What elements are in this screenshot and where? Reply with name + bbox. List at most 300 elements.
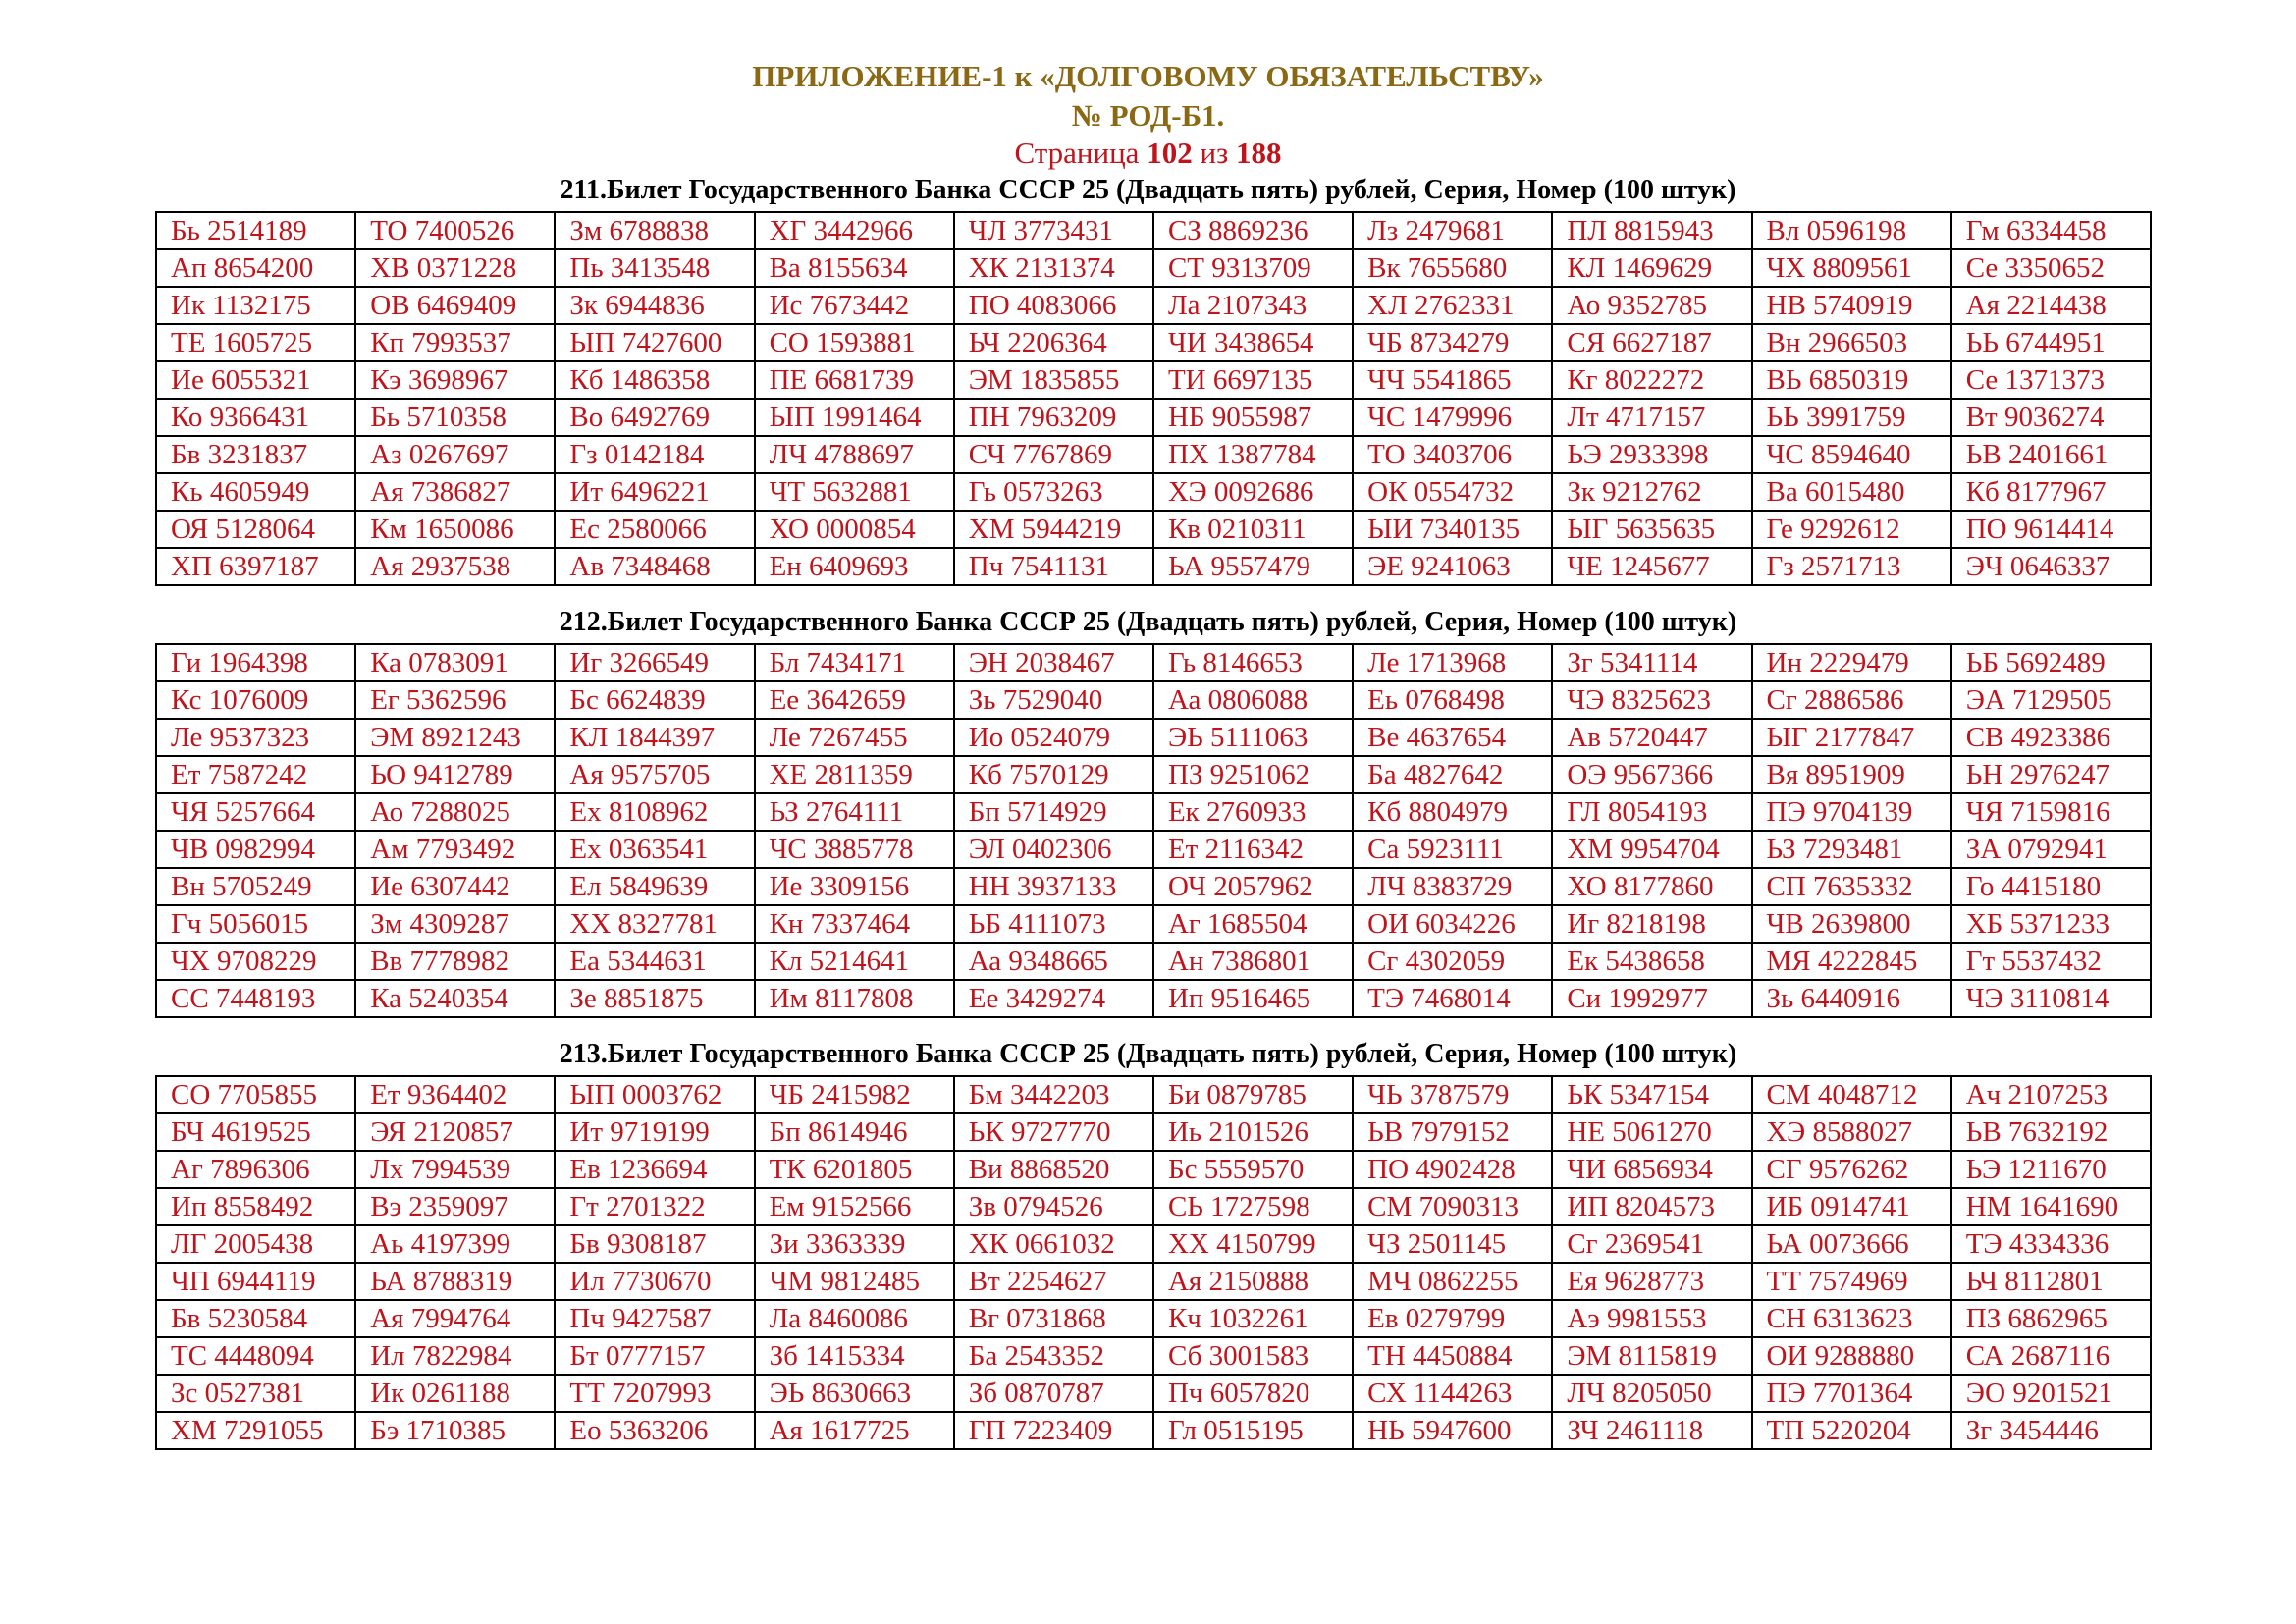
ticket-serial-cell: ЭМ 1835855 [954,361,1153,399]
ticket-serial-cell: ЬЗ 2764111 [755,793,954,831]
ticket-serial-cell: Ес 2580066 [555,511,754,548]
ticket-serial-cell: ТН 4450884 [1353,1337,1552,1375]
ticket-serial-cell: КЛ 1469629 [1552,249,1751,287]
page-word: Страница [1014,135,1140,170]
ticket-serial-cell: Гз 2571713 [1752,548,1951,585]
ticket-serial-cell: ЬК 9727770 [954,1113,1153,1151]
ticket-serial-cell: Ам 7793492 [355,831,555,868]
ticket-serial-cell: СМ 7090313 [1353,1188,1552,1225]
ticket-serial-cell: НЕ 5061270 [1552,1113,1751,1151]
ticket-serial-cell: СТ 9313709 [1153,249,1353,287]
ticket-serial-cell: ТО 7400526 [355,212,555,249]
ticket-serial-cell: ЧБ 2415982 [755,1076,954,1113]
ticket-serial-cell: Аг 7896306 [156,1151,355,1188]
ticket-serial-cell: СП 7635332 [1752,868,1951,905]
ticket-serial-cell: Се 3350652 [1951,249,2151,287]
table-row [156,1188,2151,1225]
ticket-serial-cell: Ев 1236694 [555,1151,754,1188]
ticket-serial-cell: Ве 4637654 [1353,719,1552,756]
ticket-serial-cell: Бь 2514189 [156,212,355,249]
ticket-serial-cell: Кл 5214641 [755,943,954,980]
page-total: 188 [1236,135,1282,170]
ticket-serial-cell: Ем 9152566 [755,1188,954,1225]
ticket-serial-cell: Аь 4197399 [355,1225,555,1263]
page-of: из [1200,135,1229,170]
ticket-serial-cell: ЧЯ 7159816 [1951,793,2151,831]
ticket-serial-cell: ЧЭ 3110814 [1951,980,2151,1017]
ticket-serial-cell: ОВ 6469409 [355,287,555,324]
ticket-serial-cell: Ие 6055321 [156,361,355,399]
ticket-serial-cell: Си 1992977 [1552,980,1751,1017]
ticket-serial-cell: Ва 8155634 [755,249,954,287]
table-row [156,212,2151,249]
ticket-serial-cell: Зм 4309287 [355,905,555,943]
ticket-serial-cell: Ит 6496221 [555,473,754,511]
ticket-serial-cell: МЯ 4222845 [1752,943,1951,980]
ticket-serial-cell: ХБ 5371233 [1951,905,2151,943]
ticket-serial-cell: СГ 9576262 [1752,1151,1951,1188]
ticket-serial-cell: ЭЛ 0402306 [954,831,1153,868]
table-row [156,644,2151,681]
ticket-serial-cell: Лт 4717157 [1552,399,1751,436]
ticket-serial-cell: Кб 7570129 [954,756,1153,793]
ticket-serial-cell: Ег 5362596 [355,681,555,719]
ticket-serial-cell: Бс 5559570 [1153,1151,1353,1188]
table-row [156,1225,2151,1263]
table-row [156,436,2151,473]
ticket-serial-cell: Вн 2966503 [1752,324,1951,361]
ticket-serial-cell: Ет 2116342 [1153,831,1353,868]
ticket-serial-cell: Пч 9427587 [555,1300,754,1337]
ticket-serial-cell: ЧБ 8734279 [1353,324,1552,361]
ticket-serial-cell: ПЭ 9704139 [1752,793,1951,831]
ticket-serial-cell: Гт 2701322 [555,1188,754,1225]
ticket-serial-cell: Ао 9352785 [1552,287,1751,324]
ticket-serial-cell: Ип 9516465 [1153,980,1353,1017]
ticket-serial-cell: Ил 7730670 [555,1263,754,1300]
ticket-serial-cell: Бп 5714929 [954,793,1153,831]
ticket-serial-cell: Ет 7587242 [156,756,355,793]
ticket-serial-cell: СЧ 7767869 [954,436,1153,473]
ticket-serial-cell: Пь 3413548 [555,249,754,287]
page-current: 102 [1147,135,1193,170]
ticket-serial-cell: Гь 0573263 [954,473,1153,511]
table-row [156,1076,2151,1113]
ticket-serial-cell: СЯ 6627187 [1552,324,1751,361]
ticket-serial-cell: Вв 7778982 [355,943,555,980]
ticket-serial-cell: ПН 7963209 [954,399,1153,436]
ticket-serial-cell: ЧВ 2639800 [1752,905,1951,943]
table-row [156,681,2151,719]
ticket-serial-cell: ХМ 5944219 [954,511,1153,548]
section-title: 213.Билет Государственного Банка СССР 25 (Двадцать пять) рублей, Серия, Номер (100 штук) [559,1039,1737,1069]
ticket-serial-cell: ЗЧ 2461118 [1552,1412,1751,1449]
ticket-serial-cell: СС 7448193 [156,980,355,1017]
ticket-serial-cell: ЛЧ 8205050 [1552,1375,1751,1412]
ticket-serial-cell: Им 8117808 [755,980,954,1017]
table-row [156,287,2151,324]
ticket-serial-cell: Гч 5056015 [156,905,355,943]
ticket-serial-cell: ЧЬ 3787579 [1353,1076,1552,1113]
ticket-serial-cell: ЬК 5347154 [1552,1076,1751,1113]
ticket-serial-cell: Зк 6944836 [555,287,754,324]
ticket-serial-cell: ЧЗ 2501145 [1353,1225,1552,1263]
ticket-serial-cell: Иг 8218198 [1552,905,1751,943]
ticket-serial-cell: НЬ 5947600 [1353,1412,1552,1449]
ticket-serial-cell: Ая 1617725 [755,1412,954,1449]
ticket-serial-cell: ЧЧ 5541865 [1353,361,1552,399]
table-row [156,399,2151,436]
ticket-table [155,1075,2152,1450]
ticket-serial-cell: ТК 6201805 [755,1151,954,1188]
ticket-serial-cell: Сг 2369541 [1552,1225,1751,1263]
ticket-serial-cell: Вк 7655680 [1353,249,1552,287]
ticket-serial-cell: ТЭ 4334336 [1951,1225,2151,1263]
ticket-serial-cell: Ик 1132175 [156,287,355,324]
ticket-serial-cell: Ая 2937538 [355,548,555,585]
ticket-serial-cell: ЛЧ 4788697 [755,436,954,473]
ticket-serial-cell: ЬН 2976247 [1951,756,2151,793]
ticket-serial-cell: Ел 5849639 [555,868,754,905]
ticket-serial-cell: ЬЧ 8112801 [1951,1263,2151,1300]
table-row [156,719,2151,756]
ticket-serial-cell: Ик 0261188 [355,1375,555,1412]
ticket-serial-cell: ХП 6397187 [156,548,355,585]
ticket-serial-cell: КЛ 1844397 [555,719,754,756]
ticket-serial-cell: ЭА 7129505 [1951,681,2151,719]
ticket-serial-cell: ВЬ 6850319 [1752,361,1951,399]
ticket-serial-cell: ПЗ 9251062 [1153,756,1353,793]
ticket-serial-cell: ЬБ 5692489 [1951,644,2151,681]
ticket-serial-cell: ЭО 9201521 [1951,1375,2151,1412]
ticket-serial-cell: ХК 0661032 [954,1225,1153,1263]
ticket-serial-cell: ОИ 6034226 [1353,905,1552,943]
ticket-serial-cell: Ав 7348468 [555,548,754,585]
ticket-serial-cell: Лз 2479681 [1353,212,1552,249]
table-row [156,361,2151,399]
ticket-serial-cell: Ее 3642659 [755,681,954,719]
ticket-serial-cell: Ко 9366431 [156,399,355,436]
ticket-serial-cell: ОК 0554732 [1353,473,1552,511]
ticket-serial-cell: ИБ 0914741 [1752,1188,1951,1225]
ticket-serial-cell: Зь 6440916 [1752,980,1951,1017]
ticket-serial-cell: НН 3937133 [954,868,1153,905]
ticket-serial-cell: ХО 0000854 [755,511,954,548]
ticket-serial-cell: ЬЗ 7293481 [1752,831,1951,868]
ticket-serial-cell: Ил 7822984 [355,1337,555,1375]
section-title: 211.Билет Государственного Банка СССР 25 (Двадцать пять) рублей, Серия, Номер (100 штук) [560,175,1736,205]
ticket-serial-cell: ЫГ 5635635 [1552,511,1751,548]
ticket-serial-cell: ЬБ 4111073 [954,905,1153,943]
ticket-serial-cell: Ая 2214438 [1951,287,2151,324]
ticket-serial-cell: Кг 8022272 [1552,361,1751,399]
page-indicator [0,135,2296,171]
ticket-serial-cell: Би 0879785 [1153,1076,1353,1113]
ticket-serial-cell: СН 6313623 [1752,1300,1951,1337]
ticket-serial-cell: ЧХ 8809561 [1752,249,1951,287]
table-row [156,473,2151,511]
ticket-serial-cell: Кс 1076009 [156,681,355,719]
ticket-serial-cell: ЗА 0792941 [1951,831,2151,868]
ticket-serial-cell: Зм 6788838 [555,212,754,249]
ticket-serial-cell: Бт 0777157 [555,1337,754,1375]
table-row [156,905,2151,943]
ticket-serial-cell: Вт 9036274 [1951,399,2151,436]
ticket-serial-cell: ЧИ 3438654 [1153,324,1353,361]
ticket-serial-cell: Гь 8146653 [1153,644,1353,681]
ticket-serial-cell: ЛЧ 8383729 [1353,868,1552,905]
ticket-serial-cell: ТО 3403706 [1353,436,1552,473]
document-number: № РОД-Б1. [1071,98,1225,133]
table-row [156,511,2151,548]
ticket-serial-cell: Бв 3231837 [156,436,355,473]
ticket-serial-cell: ЫП 1991464 [755,399,954,436]
ticket-serial-cell: ЧТ 5632881 [755,473,954,511]
table-row [156,1300,2151,1337]
ticket-serial-cell: Иг 3266549 [555,644,754,681]
ticket-serial-cell: СО 1593881 [755,324,954,361]
ticket-serial-cell: ЧХ 9708229 [156,943,355,980]
ticket-serial-cell: ОИ 9288880 [1752,1337,1951,1375]
ticket-serial-cell: Зб 0870787 [954,1375,1153,1412]
ticket-serial-cell: ХЕ 2811359 [755,756,954,793]
ticket-serial-cell: Км 1650086 [355,511,555,548]
ticket-serial-cell: ТИ 6697135 [1153,361,1353,399]
ticket-serial-cell: Зе 8851875 [555,980,754,1017]
table-row [156,980,2151,1017]
ticket-serial-cell: ЬА 9557479 [1153,548,1353,585]
ticket-serial-cell: ЭЬ 5111063 [1153,719,1353,756]
ticket-serial-cell: ЧЯ 5257664 [156,793,355,831]
ticket-serial-cell: ТП 5220204 [1752,1412,1951,1449]
ticket-serial-cell: Кб 8177967 [1951,473,2151,511]
ticket-serial-cell: Ая 7386827 [355,473,555,511]
ticket-serial-cell: Во 6492769 [555,399,754,436]
ticket-serial-cell: СА 2687116 [1951,1337,2151,1375]
ticket-serial-cell: Зь 7529040 [954,681,1153,719]
ticket-serial-cell: ЬЭ 1211670 [1951,1151,2151,1188]
ticket-serial-cell: Кь 4605949 [156,473,355,511]
ticket-serial-cell: ЬЧ 2206364 [954,324,1153,361]
ticket-serial-cell: Кч 1032261 [1153,1300,1353,1337]
ticket-serial-cell: Вя 8951909 [1752,756,1951,793]
ticket-serial-cell: Гл 0515195 [1153,1412,1353,1449]
ticket-serial-cell: Кн 7337464 [755,905,954,943]
ticket-serial-cell: ПЛ 8815943 [1552,212,1751,249]
ticket-serial-cell: ЬА 0073666 [1752,1225,1951,1263]
ticket-table [155,211,2152,586]
ticket-serial-cell: Ги 1964398 [156,644,355,681]
ticket-serial-cell: ЬЬ 6744951 [1951,324,2151,361]
ticket-serial-cell: Зи 3363339 [755,1225,954,1263]
ticket-serial-cell: Вл 0596198 [1752,212,1951,249]
ticket-serial-cell: Ле 1713968 [1353,644,1552,681]
table-row [156,249,2151,287]
ticket-serial-cell: Ев 0279799 [1353,1300,1552,1337]
ticket-serial-cell: ЧП 6944119 [156,1263,355,1300]
ticket-serial-cell: ЫГ 2177847 [1752,719,1951,756]
ticket-table [155,643,2152,1018]
ticket-serial-cell: Ис 7673442 [755,287,954,324]
table-row [156,1375,2151,1412]
ticket-serial-cell: Еь 0768498 [1353,681,1552,719]
ticket-serial-cell: Ка 5240354 [355,980,555,1017]
table-row [156,943,2151,980]
table-row [156,548,2151,585]
ticket-serial-cell: ЧИ 6856934 [1552,1151,1751,1188]
ticket-serial-cell: Бв 5230584 [156,1300,355,1337]
ticket-serial-cell: Ан 7386801 [1153,943,1353,980]
ticket-serial-cell: ХЛ 2762331 [1353,287,1552,324]
ticket-serial-cell: Ви 8868520 [954,1151,1153,1188]
ticket-serial-cell: СЬ 1727598 [1153,1188,1353,1225]
ticket-serial-cell: Сг 4302059 [1353,943,1552,980]
ticket-serial-cell: Аз 0267697 [355,436,555,473]
ticket-serial-cell: Вт 2254627 [954,1263,1153,1300]
ticket-serial-cell: Ге 9292612 [1752,511,1951,548]
ticket-serial-cell: ТС 4448094 [156,1337,355,1375]
ticket-serial-cell: СО 7705855 [156,1076,355,1113]
ticket-serial-cell: Ен 6409693 [755,548,954,585]
ticket-serial-cell: Ба 4827642 [1353,756,1552,793]
ticket-serial-cell: Зс 0527381 [156,1375,355,1412]
ticket-serial-cell: Кэ 3698967 [355,361,555,399]
ticket-serial-cell: Ея 9628773 [1552,1263,1751,1300]
ticket-serial-cell: Зк 9212762 [1552,473,1751,511]
ticket-serial-cell: ЧС 3885778 [755,831,954,868]
ticket-serial-cell: Ле 7267455 [755,719,954,756]
ticket-serial-cell: Гм 6334458 [1951,212,2151,249]
ticket-serial-cell: ЧМ 9812485 [755,1263,954,1300]
ticket-serial-cell: ГП 7223409 [954,1412,1153,1449]
table-row [156,1151,2151,1188]
ticket-serial-cell: Бм 3442203 [954,1076,1153,1113]
ticket-serial-cell: Ие 3309156 [755,868,954,905]
ticket-serial-cell: Бл 7434171 [755,644,954,681]
ticket-serial-cell: Кб 8804979 [1353,793,1552,831]
section-title: 212.Билет Государственного Банка СССР 25 (Двадцать пять) рублей, Серия, Номер (100 штук) [559,607,1737,637]
ticket-serial-cell: Ле 9537323 [156,719,355,756]
ticket-serial-cell: ТЭ 7468014 [1353,980,1552,1017]
ticket-serial-cell: ТТ 7207993 [555,1375,754,1412]
ticket-serial-cell: ХХ 8327781 [555,905,754,943]
ticket-serial-cell: СЗ 8869236 [1153,212,1353,249]
ticket-serial-cell: ИП 8204573 [1552,1188,1751,1225]
table-row [156,1337,2151,1375]
ticket-serial-cell: ОЭ 9567366 [1552,756,1751,793]
ticket-serial-cell: ПО 4083066 [954,287,1153,324]
ticket-serial-cell: Ип 8558492 [156,1188,355,1225]
ticket-serial-cell: ХЭ 8588027 [1752,1113,1951,1151]
ticket-serial-cell: Ап 8654200 [156,249,355,287]
ticket-serial-cell: Ин 2229479 [1752,644,1951,681]
ticket-serial-cell: Ла 2107343 [1153,287,1353,324]
ticket-serial-cell: Ех 8108962 [555,793,754,831]
ticket-serial-cell: Ла 8460086 [755,1300,954,1337]
ticket-serial-cell: Ие 6307442 [355,868,555,905]
ticket-serial-cell: ПО 9614414 [1951,511,2151,548]
ticket-serial-cell: Ва 6015480 [1752,473,1951,511]
ticket-serial-cell: Го 4415180 [1951,868,2151,905]
ticket-serial-cell: ПЭ 7701364 [1752,1375,1951,1412]
ticket-serial-cell: Бв 9308187 [555,1225,754,1263]
ticket-serial-cell: ЭЬ 8630663 [755,1375,954,1412]
ticket-serial-cell: ХК 2131374 [954,249,1153,287]
ticket-serial-cell: ЬВ 7632192 [1951,1113,2151,1151]
ticket-serial-cell: НМ 1641690 [1951,1188,2151,1225]
ticket-serial-cell: Еа 5344631 [555,943,754,980]
ticket-serial-cell: Бс 6624839 [555,681,754,719]
ticket-serial-cell: ЬА 8788319 [355,1263,555,1300]
ticket-serial-cell: Бэ 1710385 [355,1412,555,1449]
ticket-serial-cell: Ек 5438658 [1552,943,1751,980]
ticket-serial-cell: ЭМ 8921243 [355,719,555,756]
table-row [156,793,2151,831]
ticket-serial-cell: Ит 9719199 [555,1113,754,1151]
ticket-serial-cell: Вн 5705249 [156,868,355,905]
ticket-serial-cell: ЧВ 0982994 [156,831,355,868]
ticket-serial-cell: Ая 2150888 [1153,1263,1353,1300]
ticket-serial-cell: Ав 5720447 [1552,719,1751,756]
ticket-serial-cell: ЭМ 8115819 [1552,1337,1751,1375]
ticket-serial-cell: ЧЭ 8325623 [1552,681,1751,719]
ticket-serial-cell: ЬО 9412789 [355,756,555,793]
ticket-serial-cell: Ка 0783091 [355,644,555,681]
table-row [156,1113,2151,1151]
ticket-serial-cell: Бь 5710358 [355,399,555,436]
ticket-serial-cell: Иь 2101526 [1153,1113,1353,1151]
ticket-serial-cell: Пч 7541131 [954,548,1153,585]
ticket-serial-cell: ЭЧ 0646337 [1951,548,2151,585]
ticket-serial-cell: Зг 5341114 [1552,644,1751,681]
ticket-serial-cell: Аа 9348665 [954,943,1153,980]
ticket-serial-cell: ХЭ 0092686 [1153,473,1353,511]
ticket-serial-cell: Аг 1685504 [1153,905,1353,943]
ticket-serial-cell: ЬЬ 3991759 [1752,399,1951,436]
ticket-serial-cell: ЛГ 2005438 [156,1225,355,1263]
ticket-serial-cell: ПО 4902428 [1353,1151,1552,1188]
ticket-serial-cell: ПХ 1387784 [1153,436,1353,473]
ticket-serial-cell: ЭЯ 2120857 [355,1113,555,1151]
ticket-serial-cell: ХО 8177860 [1552,868,1751,905]
ticket-serial-cell: Сб 3001583 [1153,1337,1353,1375]
ticket-serial-cell: Ба 2543352 [954,1337,1153,1375]
ticket-serial-cell: ПЕ 6681739 [755,361,954,399]
ticket-serial-cell: Ао 7288025 [355,793,555,831]
ticket-serial-cell: Аа 0806088 [1153,681,1353,719]
ticket-serial-cell: Са 5923111 [1353,831,1552,868]
table-row [156,831,2151,868]
ticket-serial-cell: Зв 0794526 [954,1188,1153,1225]
ticket-serial-cell: Лх 7994539 [355,1151,555,1188]
ticket-serial-cell: ОЧ 2057962 [1153,868,1353,905]
table-row [156,1263,2151,1300]
ticket-serial-cell: Кб 1486358 [555,361,754,399]
ticket-serial-cell: Ач 2107253 [1951,1076,2151,1113]
ticket-serial-cell: ТТ 7574969 [1752,1263,1951,1300]
ticket-serial-cell: Гз 0142184 [555,436,754,473]
ticket-serial-cell: ЫИ 7340135 [1353,511,1552,548]
ticket-serial-cell: Ек 2760933 [1153,793,1353,831]
ticket-serial-cell: БЧ 4619525 [156,1113,355,1151]
table-row [156,868,2151,905]
document-title: ПРИЛОЖЕНИЕ-1 к «ДОЛГОВОМУ ОБЯЗАТЕЛЬСТВУ» [752,59,1544,93]
ticket-serial-cell: ПЗ 6862965 [1951,1300,2151,1337]
ticket-serial-cell: Гт 5537432 [1951,943,2151,980]
ticket-serial-cell: ЬВ 2401661 [1951,436,2151,473]
ticket-serial-cell: Ая 7994764 [355,1300,555,1337]
table-row [156,756,2151,793]
